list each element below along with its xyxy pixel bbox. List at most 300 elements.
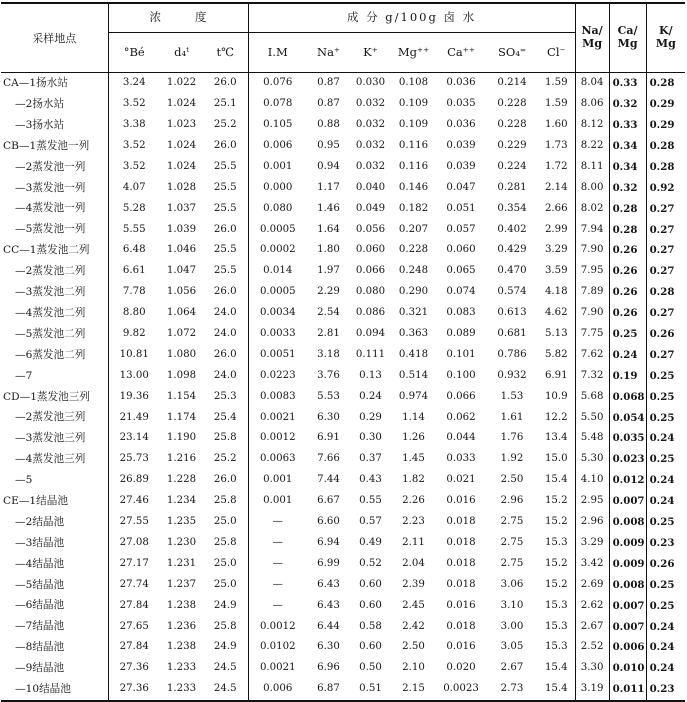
brine-analysis-table xyxy=(1,2,685,702)
k-cell: 0.060 xyxy=(355,244,386,256)
baume-cell: 3.24 xyxy=(122,77,146,89)
ca-cell: 0.044 xyxy=(446,432,476,444)
site-cell: —2蒸发池一列 xyxy=(1,157,108,178)
table-row xyxy=(1,470,685,491)
na-mg-ratio-cell: 3.29 xyxy=(575,533,609,554)
table-row xyxy=(1,324,685,345)
ca-cell: 0.036 xyxy=(446,119,476,131)
col-header-baume: °Bé xyxy=(108,33,160,73)
table-row xyxy=(1,177,685,198)
temperature-cell: 25.2 xyxy=(203,449,248,470)
temperature-cell: 24.0 xyxy=(203,365,248,386)
so4-cell: 2.96 xyxy=(500,495,524,507)
ca-mg-ratio-cell: 0.28 xyxy=(609,198,646,219)
ca-cell: 0.0023 xyxy=(436,679,486,701)
cl-cell: 15.4 xyxy=(544,474,568,486)
na-mg-ratio-cell: 5.30 xyxy=(575,449,609,470)
im-cell: 0.0002 xyxy=(259,244,296,256)
density-cell: 1.234 xyxy=(166,495,197,507)
so4-cell: 0.681 xyxy=(497,328,527,340)
site-cell: —8结晶池 xyxy=(1,637,108,658)
so4-cell: 0.214 xyxy=(497,77,527,89)
im-cell: — xyxy=(272,516,283,528)
na-cell: 0.87 xyxy=(317,98,340,110)
mg-cell: 0.207 xyxy=(398,223,429,235)
cl-cell: 15.3 xyxy=(544,620,568,632)
ca-cell: 0.066 xyxy=(446,390,476,402)
ca-cell: 0.033 xyxy=(446,453,476,465)
ca-cell: 0.016 xyxy=(446,495,476,507)
so4-cell: 2.75 xyxy=(500,536,524,548)
na-mg-ratio-cell: 5.50 xyxy=(575,407,609,428)
table-row xyxy=(1,637,685,658)
k-mg-ratio-cell: 0.24 xyxy=(646,491,685,512)
cl-cell: 15.0 xyxy=(544,453,568,465)
density-cell: 1.237 xyxy=(166,578,197,590)
k-mg-ratio-cell: 0.25 xyxy=(646,365,685,386)
k-cell: 0.29 xyxy=(359,411,382,423)
k-mg-ratio-cell: 0.28 xyxy=(646,73,685,94)
col-header-k: K⁺ xyxy=(350,33,391,73)
baume-cell: 13.00 xyxy=(119,369,149,381)
na-cell: 6.44 xyxy=(317,620,340,632)
table-row xyxy=(1,616,685,637)
so4-cell: 1.76 xyxy=(500,432,524,444)
im-cell: 0.0033 xyxy=(259,328,296,340)
site-cell: —4蒸发池三列 xyxy=(1,449,108,470)
table-row xyxy=(1,219,685,240)
table-row xyxy=(1,345,685,366)
na-cell: 6.91 xyxy=(317,432,340,444)
k-cell: 0.032 xyxy=(355,140,386,152)
baume-cell: 23.14 xyxy=(119,432,149,444)
na-cell: 2.29 xyxy=(317,286,340,298)
density-cell: 1.233 xyxy=(160,679,203,701)
table-row xyxy=(1,491,685,512)
im-cell: 0.0005 xyxy=(259,286,296,298)
ca-mg-ratio-cell: 0.023 xyxy=(609,449,646,470)
table-row xyxy=(1,94,685,115)
im-cell: 0.078 xyxy=(263,98,293,110)
im-cell: 0.0223 xyxy=(259,369,296,381)
mg-cell: 0.321 xyxy=(398,307,429,319)
cl-cell: 2.99 xyxy=(544,223,568,235)
density-cell: 1.236 xyxy=(166,620,197,632)
na-cell: 6.60 xyxy=(317,516,340,528)
baume-cell: 10.81 xyxy=(119,348,149,360)
k-cell: 0.43 xyxy=(359,474,382,486)
na-mg-ratio-cell: 4.10 xyxy=(575,470,609,491)
k-cell: 0.30 xyxy=(359,432,382,444)
k-cell: 0.086 xyxy=(355,307,386,319)
im-cell: — xyxy=(272,599,283,611)
im-cell: 0.001 xyxy=(263,495,293,507)
baume-cell: 27.17 xyxy=(119,557,149,569)
mg-cell: 0.290 xyxy=(398,286,429,298)
component-group-header xyxy=(248,3,575,33)
k-cell: 0.51 xyxy=(350,679,391,701)
density-cell: 1.037 xyxy=(166,202,197,214)
k-mg-ratio-cell: 0.25 xyxy=(646,512,685,533)
so4-cell: 0.402 xyxy=(497,223,527,235)
cl-cell: 15.4 xyxy=(544,662,568,674)
ca-cell: 0.065 xyxy=(446,265,476,277)
temperature-cell: 25.0 xyxy=(203,574,248,595)
mg-cell: 0.418 xyxy=(398,348,429,360)
temperature-cell: 25.5 xyxy=(203,261,248,282)
cl-cell: 12.2 xyxy=(544,411,568,423)
na-mg-ratio-cell: 2.62 xyxy=(575,595,609,616)
baume-cell: 19.36 xyxy=(119,390,149,402)
site-cell: —6蒸发池二列 xyxy=(1,345,108,366)
baume-cell: 5.55 xyxy=(122,223,146,235)
so4-cell: 2.73 xyxy=(486,679,538,701)
cl-cell: 2.14 xyxy=(544,181,568,193)
mg-cell: 2.26 xyxy=(402,495,425,507)
so4-cell: 3.06 xyxy=(500,578,524,590)
mg-cell: 0.363 xyxy=(398,328,429,340)
so4-cell: 0.470 xyxy=(497,265,527,277)
im-cell: — xyxy=(272,557,283,569)
k-mg-ratio-cell: 0.24 xyxy=(646,470,685,491)
k-cell: 0.52 xyxy=(359,557,382,569)
cl-cell: 1.60 xyxy=(544,119,568,131)
baume-cell: 3.52 xyxy=(122,160,146,172)
site-cell: —3蒸发池二列 xyxy=(1,282,108,303)
k-cell: 0.50 xyxy=(359,662,382,674)
so4-cell: 3.05 xyxy=(500,641,524,653)
density-cell: 1.230 xyxy=(166,536,197,548)
so4-cell: 1.92 xyxy=(500,453,524,465)
mg-cell: 1.45 xyxy=(402,453,425,465)
ca-cell: 0.074 xyxy=(446,286,476,298)
ca-cell: 0.060 xyxy=(446,244,476,256)
temperature-cell: 25.0 xyxy=(203,553,248,574)
k-cell: 0.49 xyxy=(359,536,382,548)
na-mg-ratio-cell: 5.68 xyxy=(575,386,609,407)
table-row xyxy=(1,595,685,616)
temperature-cell: 25.4 xyxy=(203,407,248,428)
mg-cell: 0.116 xyxy=(398,160,429,172)
cl-cell: 15.3 xyxy=(544,599,568,611)
baume-cell: 9.82 xyxy=(122,328,146,340)
so4-cell: 2.75 xyxy=(500,516,524,528)
ca-cell: 0.018 xyxy=(446,578,476,590)
ca-cell: 0.018 xyxy=(446,516,476,528)
k-mg-ratio-cell: 0.28 xyxy=(646,282,685,303)
na-cell: 1.64 xyxy=(317,223,340,235)
im-cell: 0.006 xyxy=(248,679,307,701)
k-mg-ratio-cell: 0.23 xyxy=(646,533,685,554)
site-cell: —7结晶池 xyxy=(1,616,108,637)
im-cell: 0.0034 xyxy=(259,307,296,319)
col-header-density: d₄ᵗ xyxy=(160,33,203,73)
temperature-cell: 24.9 xyxy=(203,637,248,658)
so4-cell: 0.574 xyxy=(497,286,527,298)
site-cell: —3结晶池 xyxy=(1,533,108,554)
mg-cell: 0.108 xyxy=(398,77,429,89)
na-cell: 6.43 xyxy=(317,599,340,611)
table-row xyxy=(1,365,685,386)
im-cell: 0.0012 xyxy=(259,620,296,632)
ca-cell: 0.036 xyxy=(446,77,476,89)
cl-cell: 4.18 xyxy=(544,286,568,298)
ca-cell: 0.039 xyxy=(446,140,476,152)
table-row xyxy=(1,261,685,282)
so4-cell: 0.786 xyxy=(497,348,527,360)
im-cell: 0.0051 xyxy=(259,348,296,360)
table-body xyxy=(1,73,685,701)
ca-mg-ratio-cell: 0.33 xyxy=(609,73,646,94)
k-cell: 0.60 xyxy=(359,641,382,653)
site-cell: —9结晶池 xyxy=(1,658,108,679)
k-cell: 0.032 xyxy=(355,160,386,172)
na-mg-ratio-cell: 7.90 xyxy=(575,303,609,324)
k-mg-ratio-cell: 0.26 xyxy=(646,553,685,574)
density-cell: 1.216 xyxy=(166,453,197,465)
na-mg-ratio-cell: 5.48 xyxy=(575,428,609,449)
temperature-cell: 25.1 xyxy=(203,94,248,115)
site-cell: —6结晶池 xyxy=(1,595,108,616)
table-row xyxy=(1,136,685,157)
cl-cell: 15.2 xyxy=(544,578,568,590)
im-cell: 0.000 xyxy=(263,181,293,193)
na-mg-ratio-cell: 3.42 xyxy=(575,553,609,574)
cl-cell: 4.62 xyxy=(544,307,568,319)
table-row xyxy=(1,198,685,219)
baume-cell: 3.52 xyxy=(122,140,146,152)
na-cell: 6.99 xyxy=(317,557,340,569)
cl-cell: 15.3 xyxy=(544,536,568,548)
so4-cell: 0.228 xyxy=(497,119,527,131)
ca-mg-ratio-cell: 0.26 xyxy=(609,261,646,282)
ca-mg-ratio-cell: 0.007 xyxy=(609,616,646,637)
density-cell: 1.154 xyxy=(166,390,197,402)
baume-cell: 4.07 xyxy=(122,181,146,193)
density-cell: 1.039 xyxy=(166,223,197,235)
table-row xyxy=(1,115,685,136)
site-column-header: 采样地点 xyxy=(1,3,108,73)
temperature-cell: 25.8 xyxy=(203,533,248,554)
cl-cell: 15.3 xyxy=(544,641,568,653)
baume-cell: 27.65 xyxy=(119,620,149,632)
ca-mg-ratio-cell: 0.19 xyxy=(609,365,646,386)
mg-cell: 2.45 xyxy=(402,599,425,611)
mg-cell: 0.974 xyxy=(398,390,429,402)
im-cell: 0.001 xyxy=(263,474,293,486)
so4-cell: 0.354 xyxy=(497,202,527,214)
cl-cell: 15.2 xyxy=(544,557,568,569)
density-cell: 1.028 xyxy=(166,181,197,193)
so4-cell: 3.10 xyxy=(500,599,524,611)
table-row xyxy=(1,428,685,449)
cl-cell: 5.82 xyxy=(544,348,568,360)
temperature-cell: 25.5 xyxy=(203,177,248,198)
mg-cell: 2.10 xyxy=(402,662,425,674)
density-cell: 1.190 xyxy=(166,432,197,444)
site-cell: —5蒸发池二列 xyxy=(1,324,108,345)
density-cell: 1.233 xyxy=(166,662,197,674)
ca-mg-ratio-cell: 0.008 xyxy=(609,574,646,595)
temperature-cell: 24.5 xyxy=(203,658,248,679)
density-cell: 1.235 xyxy=(166,516,197,528)
baume-cell: 27.36 xyxy=(108,679,160,701)
cl-cell: 1.73 xyxy=(544,140,568,152)
na-cell: 0.88 xyxy=(317,119,340,131)
im-cell: 0.0083 xyxy=(259,390,296,402)
temperature-cell: 26.0 xyxy=(203,73,248,94)
ca-mg-ratio-cell: 0.007 xyxy=(609,491,646,512)
mg-cell: 0.182 xyxy=(398,202,429,214)
ca-mg-ratio-cell: 0.008 xyxy=(609,512,646,533)
k-cell: 0.066 xyxy=(355,265,386,277)
site-cell: CE—1结晶池 xyxy=(1,491,108,512)
k-cell: 0.13 xyxy=(359,369,382,381)
ca-cell: 0.083 xyxy=(446,307,476,319)
k-mg-ratio-cell: 0.25 xyxy=(646,407,685,428)
temperature-cell: 26.0 xyxy=(203,136,248,157)
ca-mg-ratio-cell: 0.009 xyxy=(609,553,646,574)
ca-mg-ratio-cell: 0.054 xyxy=(609,407,646,428)
im-cell: 0.0063 xyxy=(259,453,296,465)
ca-cell: 0.057 xyxy=(446,223,476,235)
k-cell: 0.24 xyxy=(359,390,382,402)
ca-mg-ratio-cell: 0.035 xyxy=(609,428,646,449)
baume-cell: 27.84 xyxy=(119,599,149,611)
ca-mg-ratio-cell: 0.34 xyxy=(609,157,646,178)
na-mg-ratio-cell: 8.11 xyxy=(575,157,609,178)
im-cell: 0.076 xyxy=(263,77,293,89)
baume-cell: 26.89 xyxy=(119,474,149,486)
na-mg-ratio-header: Na/ Mg xyxy=(575,3,609,73)
ca-mg-ratio-cell: 0.011 xyxy=(609,679,646,701)
so4-cell: 0.429 xyxy=(497,244,527,256)
site-cell: CC—1蒸发池二列 xyxy=(1,240,108,261)
k-mg-ratio-cell: 0.27 xyxy=(646,219,685,240)
na-mg-ratio-cell: 2.69 xyxy=(575,574,609,595)
density-cell: 1.231 xyxy=(166,557,197,569)
na-cell: 6.30 xyxy=(317,641,340,653)
site-cell: —4结晶池 xyxy=(1,553,108,574)
na-cell: 6.96 xyxy=(317,662,340,674)
temperature-cell: 24.0 xyxy=(203,303,248,324)
concentration-group-label: 浓度 xyxy=(149,10,241,25)
density-cell: 1.046 xyxy=(166,244,197,256)
na-cell: 6.43 xyxy=(317,578,340,590)
site-cell: —3扬水站 xyxy=(1,115,108,136)
na-cell: 1.46 xyxy=(317,202,340,214)
baume-cell: 21.49 xyxy=(119,411,149,423)
mg-cell: 0.248 xyxy=(398,265,429,277)
site-cell: —3蒸发池三列 xyxy=(1,428,108,449)
na-mg-ratio-cell: 2.52 xyxy=(575,637,609,658)
baume-cell: 27.36 xyxy=(119,662,149,674)
k-cell: 0.056 xyxy=(355,223,386,235)
k-mg-ratio-cell: 0.29 xyxy=(646,115,685,136)
ca-mg-ratio-cell: 0.26 xyxy=(609,303,646,324)
temperature-cell: 24.5 xyxy=(203,679,248,701)
k-mg-ratio-cell: 0.27 xyxy=(646,240,685,261)
na-cell: 0.94 xyxy=(317,160,340,172)
k-cell: 0.032 xyxy=(355,98,386,110)
temperature-cell: 25.5 xyxy=(203,240,248,261)
density-cell: 1.024 xyxy=(166,140,197,152)
table-row xyxy=(1,73,685,94)
mg-cell: 2.42 xyxy=(402,620,425,632)
baume-cell: 27.46 xyxy=(119,495,149,507)
na-cell: 3.76 xyxy=(317,369,340,381)
col-header-na: Na⁺ xyxy=(307,33,350,73)
temperature-cell: 25.8 xyxy=(203,428,248,449)
baume-cell: 3.52 xyxy=(122,98,146,110)
k-cell: 0.030 xyxy=(355,77,386,89)
density-cell: 1.024 xyxy=(166,160,197,172)
mg-cell: 0.146 xyxy=(398,181,429,193)
so4-cell: 1.53 xyxy=(500,390,524,402)
cl-cell: 1.72 xyxy=(544,160,568,172)
k-cell: 0.111 xyxy=(355,348,386,360)
so4-cell: 0.229 xyxy=(497,140,527,152)
na-mg-ratio-cell: 3.30 xyxy=(575,658,609,679)
cl-cell: 15.4 xyxy=(538,679,575,701)
na-mg-ratio-cell: 8.12 xyxy=(575,115,609,136)
so4-cell: 2.50 xyxy=(500,474,524,486)
density-cell: 1.228 xyxy=(166,474,197,486)
mg-cell: 2.11 xyxy=(402,536,425,548)
ca-cell: 0.039 xyxy=(446,160,476,172)
na-mg-ratio-cell: 7.95 xyxy=(575,261,609,282)
temperature-cell: 26.0 xyxy=(203,345,248,366)
mg-cell: 0.109 xyxy=(398,98,429,110)
baume-cell: 3.38 xyxy=(122,119,146,131)
density-cell: 1.056 xyxy=(166,286,197,298)
mg-cell: 1.26 xyxy=(402,432,425,444)
k-mg-ratio-cell: 0.27 xyxy=(646,198,685,219)
density-cell: 1.023 xyxy=(166,119,197,131)
im-cell: 0.0005 xyxy=(259,223,296,235)
site-cell: —5结晶池 xyxy=(1,574,108,595)
na-mg-ratio-cell: 8.00 xyxy=(575,177,609,198)
baume-cell: 27.84 xyxy=(119,641,149,653)
k-cell: 0.57 xyxy=(359,516,382,528)
na-cell: 2.54 xyxy=(317,307,340,319)
mg-cell: 0.228 xyxy=(398,244,429,256)
mg-cell: 2.15 xyxy=(391,679,436,701)
na-mg-ratio-cell: 7.75 xyxy=(575,324,609,345)
na-mg-ratio-cell: 3.19 xyxy=(575,679,609,701)
temperature-cell: 26.0 xyxy=(203,219,248,240)
component-group-label: 成 分 g/100g 卤 水 xyxy=(346,10,477,25)
col-header-temperature: t℃ xyxy=(203,33,248,73)
k-cell: 0.60 xyxy=(359,578,382,590)
cl-cell: 1.59 xyxy=(544,98,568,110)
ca-cell: 0.020 xyxy=(446,662,476,674)
ca-cell: 0.100 xyxy=(446,369,476,381)
temperature-cell: 25.5 xyxy=(203,198,248,219)
density-cell: 1.072 xyxy=(166,328,197,340)
ca-mg-ratio-cell: 0.32 xyxy=(609,94,646,115)
density-cell: 1.047 xyxy=(166,265,197,277)
ca-cell: 0.018 xyxy=(446,536,476,548)
na-mg-ratio-cell: 7.62 xyxy=(575,345,609,366)
k-mg-ratio-cell: 0.24 xyxy=(646,616,685,637)
cl-cell: 15.2 xyxy=(544,516,568,528)
so4-cell: 0.613 xyxy=(497,307,527,319)
ca-cell: 0.035 xyxy=(446,98,476,110)
temperature-cell: 26.0 xyxy=(203,282,248,303)
table-row xyxy=(1,157,685,178)
col-header-im: I.M xyxy=(248,33,307,73)
